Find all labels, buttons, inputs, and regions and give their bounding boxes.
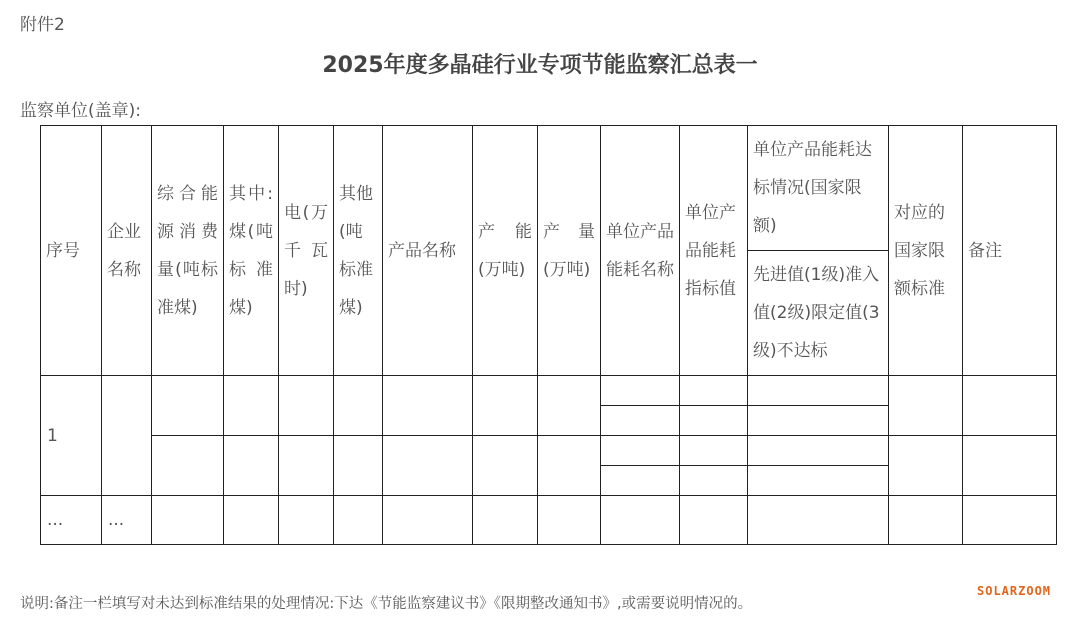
table-cell[interactable] [383,436,473,496]
header-compliance-top: 单位产品能耗达标情况(国家限额) [748,126,889,251]
table-cell[interactable] [538,376,601,436]
watermark-logo: SOLARZOOM [977,584,1052,598]
table-cell[interactable] [538,436,601,496]
header-electricity: 电(万千瓦时) [279,126,334,376]
table-cell[interactable] [334,376,383,436]
header-remarks: 备注 [963,126,1057,376]
table-cell[interactable] [601,436,680,466]
table-cell[interactable] [748,466,889,496]
table-cell[interactable] [680,436,748,466]
header-other: 其他(吨标准煤) [334,126,383,376]
table-cell[interactable] [748,496,889,545]
header-seq: 序号 [41,126,102,376]
table-cell[interactable] [889,496,963,545]
table-cell[interactable] [601,466,680,496]
table-cell[interactable] [963,376,1057,436]
table-cell[interactable] [224,436,279,496]
table-cell[interactable] [963,436,1057,496]
footnote: 说明:备注一栏填写对未达到标准结果的处理情况:下达《节能监察建议书》《限期整改通知书》,或需要说明情况的。 [20,596,753,612]
inspection-unit-label: 监察单位(盖章): [20,101,141,121]
table-cell[interactable] [224,376,279,436]
header-total-energy: 综合能源消费量(吨标准煤) [152,126,224,376]
table-cell[interactable] [334,496,383,545]
table-cell[interactable] [889,376,963,436]
header-national-standard: 对应的国家限额标准 [889,126,963,376]
header-product-name: 产品名称 [383,126,473,376]
summary-table [40,125,1057,545]
table-cell[interactable] [963,496,1057,545]
header-coal: 其中:煤(吨标准煤) [224,126,279,376]
header-capacity: 产能(万吨) [473,126,538,376]
table-cell[interactable] [601,406,680,436]
table-cell[interactable] [152,436,224,496]
table-cell[interactable] [680,496,748,545]
table-cell[interactable] [383,496,473,545]
table-cell[interactable] [383,376,473,436]
table-cell[interactable] [748,436,889,466]
table-cell[interactable] [279,496,334,545]
table-cell[interactable] [680,466,748,496]
table-cell[interactable] [748,376,889,406]
row-seq: ... [41,496,102,545]
table-cell[interactable] [538,496,601,545]
table-cell[interactable] [473,376,538,436]
table-cell[interactable] [680,406,748,436]
table-cell[interactable] [279,376,334,436]
header-unit-energy-name: 单位产品能耗名称 [601,126,680,376]
table-cell[interactable] [680,376,748,406]
table-cell[interactable] [334,436,383,496]
header-company: 企业名称 [102,126,152,376]
table-cell[interactable] [279,436,334,496]
row-company [102,376,152,496]
header-unit-energy-value: 单位产品能耗指标值 [680,126,748,376]
table-cell[interactable] [152,496,224,545]
table-cell[interactable] [601,496,680,545]
table-cell[interactable] [152,376,224,436]
table-cell[interactable] [224,496,279,545]
table-cell[interactable] [601,376,680,406]
table-cell[interactable] [473,436,538,496]
attachment-label: 附件2 [20,15,65,35]
header-output: 产量(万吨) [538,126,601,376]
row-company: ... [102,496,152,545]
page-title: 2025年度多晶硅行业专项节能监察汇总表一 [322,53,758,78]
table-cell[interactable] [473,496,538,545]
table-cell[interactable] [748,406,889,436]
row-seq: 1 [41,376,102,496]
table-cell[interactable] [889,436,963,496]
header-compliance-bottom: 先进值(1级)准入值(2级)限定值(3级)不达标 [748,251,889,376]
